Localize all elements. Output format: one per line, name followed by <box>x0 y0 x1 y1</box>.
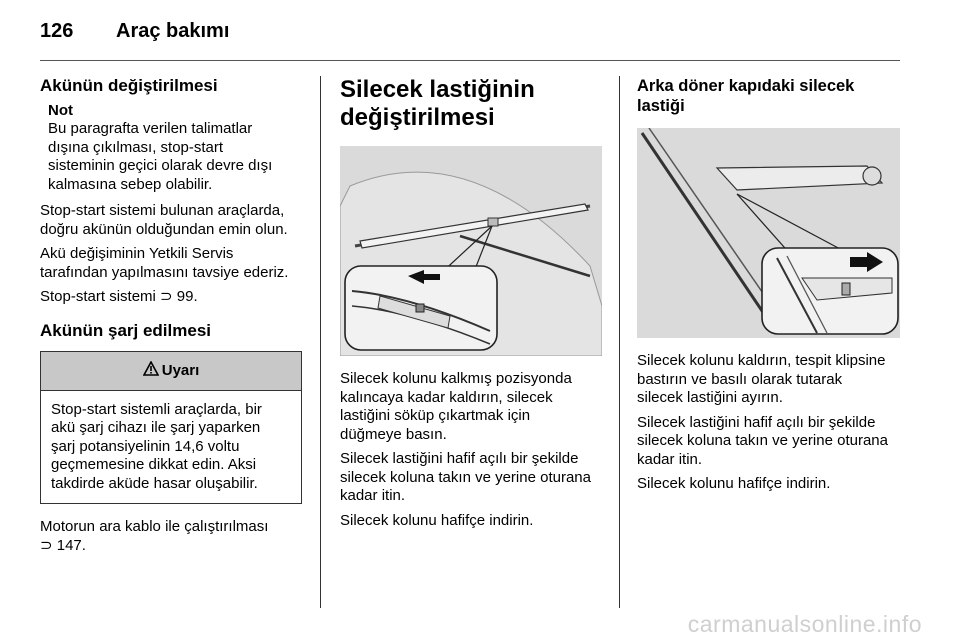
paragraph-reference-99: Stop-start sistemi ⊃ 99. <box>40 288 198 305</box>
header-rule <box>40 60 900 61</box>
warning-header <box>41 352 301 391</box>
note-line: kalmasına sebep olabilir. <box>48 175 213 193</box>
text-line: düğmeye basın. <box>340 425 447 443</box>
paragraph-release-clip <box>637 352 903 408</box>
heading-line: Arka döner kapıdaki silecek <box>637 77 855 95</box>
rear-wiper-drawing <box>637 128 900 338</box>
warning-line: Stop-start sistemli araçlarda, bir <box>51 400 262 418</box>
rear-wiper-illustration <box>637 128 900 338</box>
heading-line: Silecek lastiğinin <box>340 76 535 103</box>
column-divider-1 <box>320 76 321 608</box>
heading-line: değiştirilmesi <box>340 104 495 131</box>
page-number: 126 <box>40 20 74 42</box>
watermark: carmanualsonline.info <box>687 611 922 637</box>
section-heading-rear-wiper <box>637 76 903 116</box>
heading-line: lastiği <box>637 97 685 115</box>
warning-box <box>40 351 302 505</box>
text-line: tarafından yapılmasını tavsiye ederiz. <box>40 263 289 281</box>
paragraph-lower-wiper-rear: Silecek kolunu hafifçe indirin. <box>637 475 831 492</box>
text-line: Silecek kolunu kalkmış pozisyonda <box>340 370 572 387</box>
warning-title: Uyarı <box>161 362 200 379</box>
page-header <box>40 20 229 43</box>
paragraph-jump-start <box>40 518 302 555</box>
paragraph-stop-start <box>40 202 302 239</box>
text-line: kalıncaya kadar kaldırın, silecek <box>340 388 553 406</box>
text-line: ⊃ 147. <box>40 536 86 554</box>
column-3 <box>637 76 903 500</box>
paragraph-lower-wiper: Silecek kolunu hafifçe indirin. <box>340 511 534 529</box>
note-line: Bu paragrafta verilen talimatlar <box>48 120 253 137</box>
warning-line: takdirde aküde hasar oluşabilir. <box>51 474 258 492</box>
column-1 <box>40 76 302 561</box>
front-wiper-drawing <box>340 146 602 356</box>
text-line: bastırın ve basılı olarak tutarak <box>637 370 843 388</box>
note-line: dışına çıkılması, stop-start <box>48 138 224 156</box>
warning-triangle-icon <box>143 361 159 380</box>
column-divider-2 <box>619 76 620 608</box>
text-line: silecek koluna takın ve yerine oturana <box>340 468 591 486</box>
text-line: lastiğini söküp çıkartmak için <box>340 407 531 424</box>
column-2 <box>340 76 602 536</box>
text-line: silecek lastiğini ayırın. <box>637 389 783 406</box>
section-heading-battery-charging: Akünün şarj edilmesi <box>40 320 211 340</box>
note-label: Not <box>48 102 73 119</box>
text-line: silecek koluna takın ve yerine oturana <box>637 432 888 449</box>
text-line: Stop-start sistemi bulunan araçlarda, <box>40 202 285 219</box>
page-title: Araç bakımı <box>116 20 230 42</box>
note-line: sisteminin geçici olarak devre dışı <box>48 157 273 174</box>
text-line: Motorun ara kablo ile çalıştırılması <box>40 518 269 535</box>
paragraph-service <box>40 245 302 282</box>
text-line: Silecek lastiğini hafif açılı bir şekilde <box>637 413 876 431</box>
front-wiper-illustration <box>340 146 602 356</box>
warning-line: geçmemesine dikkat edin. Aksi <box>51 456 257 473</box>
paragraph-raise-wiper <box>340 370 602 444</box>
text-line: kadar itin. <box>637 450 703 468</box>
text-line: Akü değişiminin Yetkili Servis <box>40 245 234 262</box>
warning-line: şarj potansiyelinin 14,6 voltu <box>51 437 240 455</box>
text-line: doğru akünün olduğundan emin olun. <box>40 220 288 238</box>
section-heading-wiper-blade <box>340 76 602 132</box>
text-line: kadar itin. <box>340 487 406 504</box>
text-line: Silecek kolunu kaldırın, tespit klipsine <box>637 352 886 369</box>
warning-body <box>41 391 301 504</box>
paragraph-attach-blade <box>340 450 602 506</box>
text-line: Silecek lastiğini hafif açılı bir şekilde <box>340 450 579 467</box>
warning-line: akü şarj cihazı ile şarj yaparken <box>51 419 261 436</box>
paragraph-attach-blade-rear <box>637 414 903 470</box>
section-heading-battery-replacement: Akünün değiştirilmesi <box>40 76 218 95</box>
note-block <box>48 102 302 194</box>
